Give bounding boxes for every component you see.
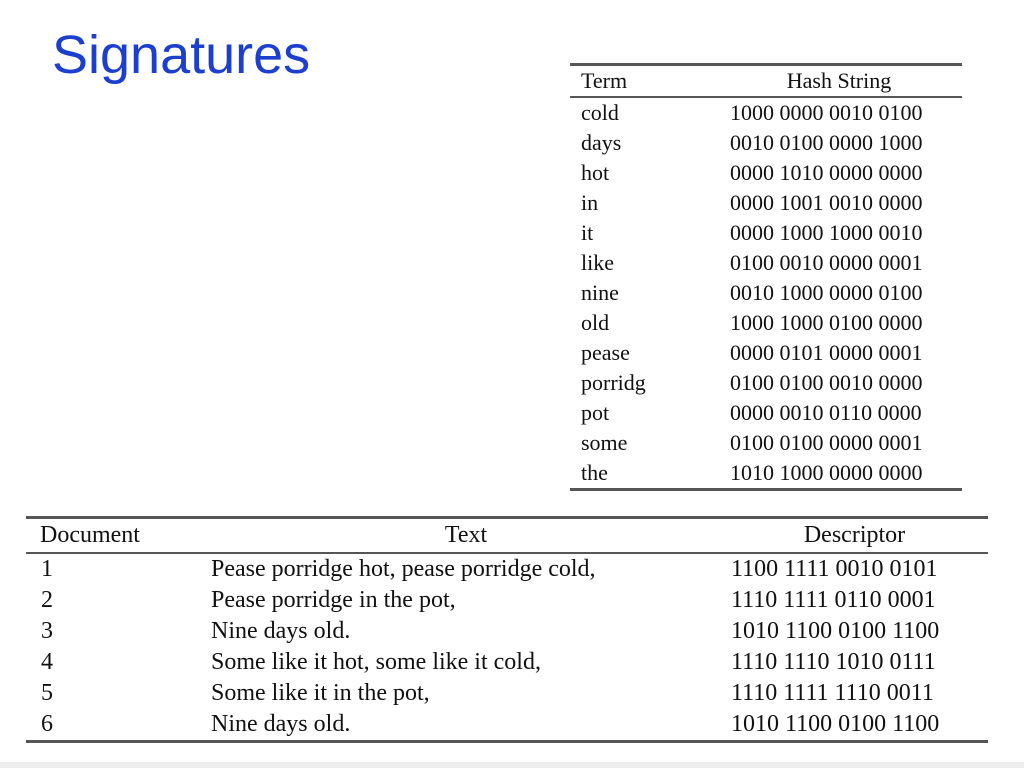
table-row (570, 188, 962, 218)
document-text-cell: Pease porridge hot, pease porridge cold, (211, 556, 596, 582)
hash-cell: 0100 0010 0000 0001 (730, 250, 923, 275)
table-row (26, 678, 988, 709)
header-term: Term (570, 65, 716, 98)
header-descriptor: Descriptor (721, 518, 988, 554)
document-descriptor-table (26, 516, 988, 743)
term-cell: porridg (581, 370, 646, 395)
hash-cell: 0100 0100 0010 0000 (730, 370, 923, 395)
term-cell: the (581, 460, 608, 485)
table-row (570, 338, 962, 368)
document-text-cell: Nine days old. (211, 618, 351, 644)
document-id-cell: 2 (41, 587, 53, 613)
term-cell: it (581, 220, 594, 245)
term-cell: pot (581, 400, 610, 425)
document-id-cell: 1 (41, 556, 53, 582)
header-text: Text (211, 518, 721, 554)
table-row (570, 458, 962, 490)
hash-cell: 0000 1001 0010 0000 (730, 190, 923, 215)
hash-cell: 1000 1000 0100 0000 (730, 310, 923, 335)
document-text-cell: Pease porridge in the pot, (211, 587, 456, 613)
term-cell: cold (581, 100, 619, 125)
descriptor-cell: 1110 1111 0110 0001 (731, 587, 936, 613)
table-row (26, 647, 988, 678)
table-row (570, 398, 962, 428)
hash-cell: 1010 1000 0000 0000 (730, 460, 923, 485)
document-id-cell: 3 (41, 618, 53, 644)
table-row (570, 158, 962, 188)
hash-cell: 0000 0010 0110 0000 (730, 400, 922, 425)
document-id-cell: 5 (41, 680, 53, 706)
header-document: Document (26, 518, 211, 554)
table-row (570, 428, 962, 458)
table-row (570, 308, 962, 338)
table-row (26, 553, 988, 585)
document-id-cell: 4 (41, 649, 53, 675)
term-cell: hot (581, 160, 610, 185)
document-text-cell: Some like it in the pot, (211, 680, 430, 706)
table-row (570, 128, 962, 158)
descriptor-cell: 1110 1110 1010 0111 (731, 649, 936, 675)
descriptor-cell: 1110 1111 1110 0011 (731, 680, 934, 706)
term-cell: some (581, 430, 628, 455)
hash-cell: 0010 1000 0000 0100 (730, 280, 923, 305)
hash-cell: 1000 0000 0010 0100 (730, 100, 923, 125)
descriptor-cell: 1010 1100 0100 1100 (731, 618, 940, 644)
hash-cell: 0000 1010 0000 0000 (730, 160, 923, 185)
table-row (570, 278, 962, 308)
hash-cell: 0000 1000 1000 0010 (730, 220, 923, 245)
table-row (26, 709, 988, 742)
term-cell: pease (581, 340, 630, 365)
table-row (570, 368, 962, 398)
table-row (570, 218, 962, 248)
term-cell: days (581, 130, 622, 155)
hash-cell: 0000 0101 0000 0001 (730, 340, 923, 365)
table-row (26, 616, 988, 647)
document-text-cell: Some like it hot, some like it cold, (211, 649, 541, 675)
table-row (570, 248, 962, 278)
term-cell: nine (581, 280, 619, 305)
header-hash-string: Hash String (716, 65, 962, 98)
document-id-cell: 6 (41, 711, 53, 737)
hash-cell: 0010 0100 0000 1000 (730, 130, 923, 155)
term-cell: like (581, 250, 614, 275)
table-header-row (570, 65, 962, 98)
table-row (570, 97, 962, 128)
descriptor-cell: 1010 1100 0100 1100 (731, 711, 940, 737)
document-text-cell: Nine days old. (211, 711, 351, 737)
slide-title: Signatures (52, 25, 311, 85)
descriptor-cell: 1100 1111 0010 0101 (731, 556, 938, 582)
term-cell: in (581, 190, 599, 215)
term-hash-table (570, 63, 962, 491)
hash-cell: 0100 0100 0000 0001 (730, 430, 923, 455)
slide-footer-bar (0, 762, 1024, 768)
table-row (26, 585, 988, 616)
term-cell: old (581, 310, 610, 335)
table-header-row (26, 518, 988, 554)
